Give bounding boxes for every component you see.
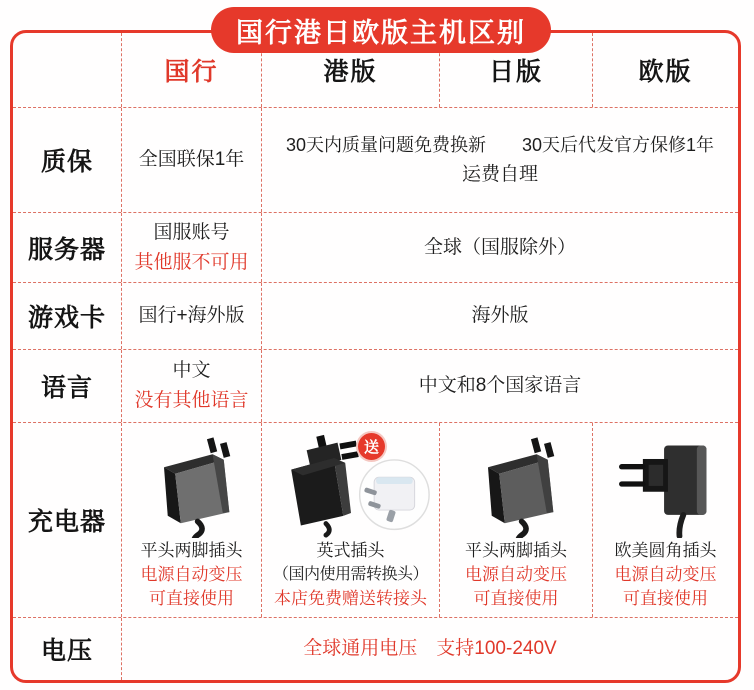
server-cn-line2: 其他服不可用 xyxy=(134,251,249,273)
charger-cn-line2: 电源自动变压 xyxy=(140,565,243,584)
comparison-table xyxy=(13,33,738,680)
server-label-cell xyxy=(13,213,122,282)
header-label-gangban: 港版 xyxy=(323,58,378,86)
warranty-cn-cell xyxy=(122,108,262,212)
charger-hk-line3: 本店免费赠送转接头 xyxy=(274,589,427,608)
gamecard-label: 游戏卡 xyxy=(27,304,106,332)
gamecard-others-cell xyxy=(262,283,738,349)
charger-cn-line3: 可直接使用 xyxy=(149,589,234,608)
language-cn-cell xyxy=(122,350,262,422)
charger-label: 充电器 xyxy=(27,508,106,536)
gamecard-label-cell xyxy=(13,283,122,349)
flat-two-pin-charger-icon xyxy=(460,432,572,538)
voltage-row xyxy=(13,618,738,680)
server-cn-cell xyxy=(122,213,262,282)
charger-eu-line3: 可直接使用 xyxy=(623,589,708,608)
charger-eu-line2: 电源自动变压 xyxy=(614,565,717,584)
charger-cn-cell xyxy=(122,423,262,617)
charger-row xyxy=(13,423,738,618)
language-others-cell xyxy=(262,350,738,422)
language-row xyxy=(13,350,738,423)
language-label: 语言 xyxy=(40,374,93,402)
charger-eu-image-wrap xyxy=(593,431,738,539)
charger-hk-line2: （国内使用需转换头） xyxy=(272,566,428,583)
charger-jp-line3: 可直接使用 xyxy=(473,589,559,608)
warranty-others-cell xyxy=(262,108,738,212)
charger-hk-image-wrap xyxy=(262,431,439,539)
charger-jp-line1: 平头两脚插头 xyxy=(465,541,567,560)
header-col-ouban xyxy=(593,33,738,107)
warranty-others-line2: 运费自理 xyxy=(461,164,538,185)
voltage-value: 全球通用电压 支持100-240V xyxy=(303,638,557,659)
header-label-guohang: 国行 xyxy=(164,58,219,86)
warranty-cn-text: 全国联保1年 xyxy=(138,149,245,170)
charger-eu-cell xyxy=(593,423,738,617)
warranty-label-cell xyxy=(13,108,122,212)
charger-jp-line2: 电源自动变压 xyxy=(465,565,567,584)
charger-hk-line1: 英式插头 xyxy=(316,541,385,560)
gamecard-row xyxy=(13,283,738,350)
charger-jp-image-wrap xyxy=(440,431,592,539)
language-label-cell xyxy=(13,350,122,422)
charger-hk-cell xyxy=(262,423,440,617)
language-cn-line2: 没有其他语言 xyxy=(134,390,249,411)
language-others-text: 中文和8个国家语言 xyxy=(418,375,582,396)
server-cn-line1: 国服账号 xyxy=(153,221,230,243)
uk-plug-charger-icon xyxy=(263,431,439,539)
charger-label-cell xyxy=(13,423,122,617)
language-cn-line1: 中文 xyxy=(172,360,211,381)
gamecard-cn-text: 国行+海外版 xyxy=(138,305,245,326)
voltage-label: 电压 xyxy=(40,637,93,665)
gift-badge: 送 xyxy=(358,433,385,460)
voltage-label-cell xyxy=(13,618,122,680)
warranty-row xyxy=(13,108,738,213)
banner xyxy=(211,7,551,53)
header-corner-cell xyxy=(13,33,122,107)
server-others-text: 全球（国服除外） xyxy=(423,236,576,258)
eu-round-pin-charger-icon xyxy=(607,432,725,538)
charger-cn-line1: 平头两脚插头 xyxy=(140,541,243,560)
charger-jp-cell xyxy=(440,423,593,617)
gamecard-others-text: 海外版 xyxy=(471,305,529,326)
charger-eu-line1: 欧美圆角插头 xyxy=(614,541,717,560)
banner-title: 国行港日欧版主机区别 xyxy=(236,17,526,48)
server-others-cell xyxy=(262,213,738,282)
warranty-others-line1: 30天内质量问题免费换新 30天后代发官方保修1年 xyxy=(285,135,715,155)
server-label: 服务器 xyxy=(27,235,106,264)
server-row xyxy=(13,213,738,283)
voltage-value-cell xyxy=(122,618,738,680)
header-label-riban: 日版 xyxy=(488,58,543,86)
flat-two-pin-charger-icon xyxy=(136,432,248,538)
warranty-label: 质保 xyxy=(40,148,93,176)
gamecard-cn-cell xyxy=(122,283,262,349)
charger-cn-image-wrap xyxy=(122,431,261,539)
header-label-ouban: 欧版 xyxy=(638,58,693,86)
